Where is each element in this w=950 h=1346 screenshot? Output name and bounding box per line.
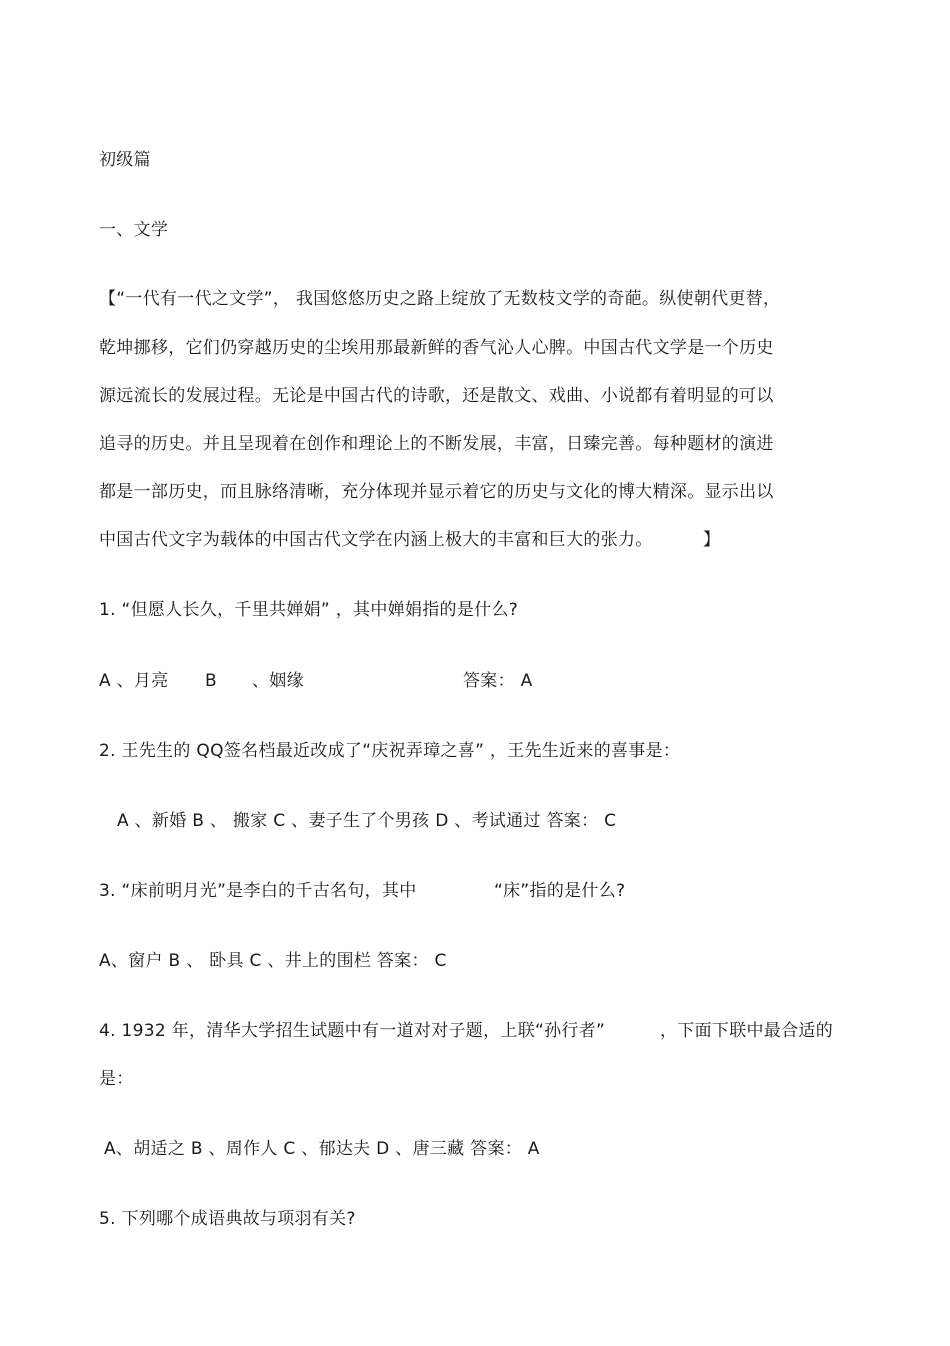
question-3-options: A、窗户 B 、 卧具 C 、井上的围栏 答案： C <box>99 951 447 971</box>
intro-closing-bracket: 】 <box>703 530 721 550</box>
question-4-options: A、胡适之 B 、周作人 C 、郁达夫 D 、唐三藏 答案： A <box>104 1139 540 1159</box>
question-3-part-b: “床”指的是什么? <box>494 881 626 901</box>
intro-line: 追寻的历史。并且呈现着在创作和理论上的不断发展，丰富，日臻完善。每种题材的演进 <box>99 434 774 454</box>
intro-line: 【“一代有一代之文学”， 我国悠悠历史之路上绽放了无数枝文学的奇葩。纵使朝代更替， <box>99 289 781 309</box>
question-1: 1. “但愿人长久，千里共婵娟” ，其中婵娟指的是什么? <box>99 600 519 620</box>
question-1-answer: 答案： A <box>463 671 533 691</box>
intro-line: 中国古代文字为载体的中国古代文学在内涵上极大的丰富和巨大的张力。 <box>99 530 653 550</box>
question-3-part-a: 3. “床前明月光”是李白的千古名句，其中 <box>99 881 417 901</box>
question-4-part-c: 是： <box>99 1069 134 1089</box>
question-2: 2. 王先生的 QQ签名档最近改成了“庆祝弄璋之喜” ，王先生近来的喜事是： <box>99 741 681 761</box>
question-1-option-b-text: 、姻缘 <box>252 671 304 691</box>
intro-line: 乾坤挪移，它们仍穿越历史的尘埃用那最新鲜的香气沁人心脾。中国古代文学是一个历史 <box>99 338 774 358</box>
section-title: 一、文学 <box>99 220 169 240</box>
question-4-part-a: 4. 1932 年，清华大学招生试题中有一道对对子题，上联“孙行者” <box>99 1021 606 1041</box>
question-1-option-b-letter: B <box>205 671 217 691</box>
intro-line: 源远流长的发展过程。无论是中国古代的诗歌，还是散文、戏曲、小说都有着明显的可以 <box>99 386 774 406</box>
level-title: 初级篇 <box>99 150 151 170</box>
question-4-part-b: ，下面下联中最合适的 <box>660 1021 833 1041</box>
question-2-options: A 、新婚 B 、 搬家 C 、妻子生了个男孩 D 、考试通过 答案： C <box>117 811 617 831</box>
question-5: 5. 下列哪个成语典故与项羽有关? <box>99 1209 356 1229</box>
intro-line: 都是一部历史，而且脉络清晰，充分体现并显示着它的历史与文化的博大精深。显示出以 <box>99 482 774 502</box>
question-1-option-a: A 、月亮 <box>99 671 169 691</box>
